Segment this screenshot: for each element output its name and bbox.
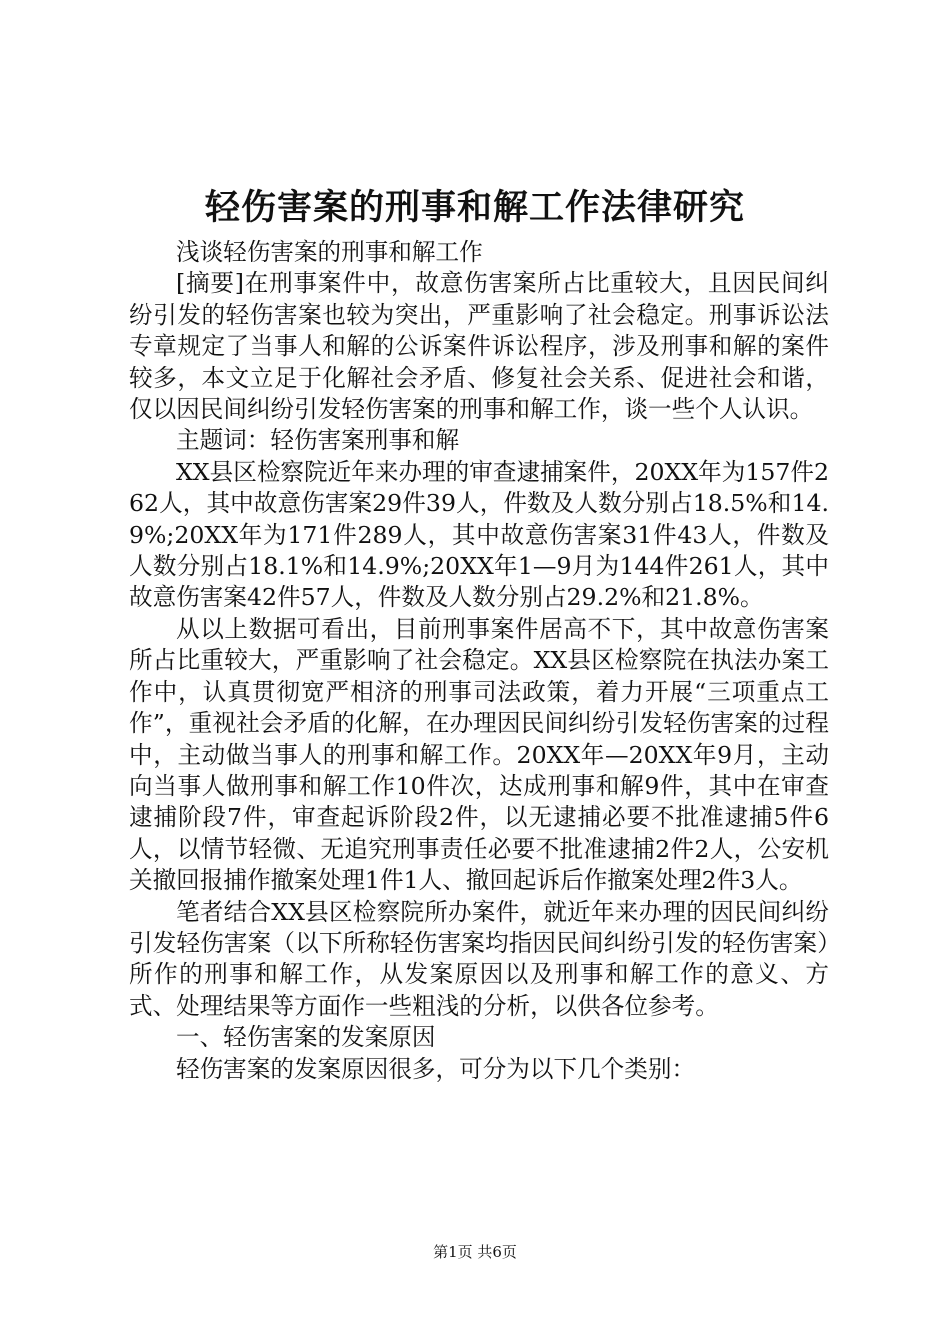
- section-heading: 一、轻伤害案的发案原因: [176, 1023, 436, 1052]
- purpose-paragraph: 笔者结合XX县区检察院所办案件，就近年来办理的因民间纠纷引发轻伤害案（以下所称轻伤害案均指因民间纠纷引发的轻伤害案）所作的刑事和解工作，从发案原因以及刑事和解工作的意义、方式、处理结果等方面作一些粗浅的分析，以供各位参考。: [129, 897, 829, 1020]
- document-title: 轻伤害案的刑事和解工作法律研究: [204, 187, 745, 228]
- subtitle-paragraph: 浅谈轻伤害案的刑事和解工作: [176, 238, 483, 266]
- analysis-paragraph: 从以上数据可看出，目前刑事案件居高不下，其中故意伤害案所占比重较大，严重影响了社会稳定。XX县区检察院在执法办案工作中，认真贯彻宽严相济的刑事司法政策，着力开展“三项重点工作”，重视社会矛盾的化解，在办理因民间纠纷引发轻伤害案的过程中，主动做当事人的刑事和解工作。20XX年—20XX年9月，主动向当事人做刑事和解工作10件次，达成刑事和解9件，其中在审查逮捕阶段7件，审查起诉阶段2件，以无逮捕必要不批准逮捕5件6人，以情节轻微、无追究刑事责任必要不批准逮捕2件2人，公安机关撤回报捕作撤案处理1件1人、撤回起诉后作撤案处理2件3人。: [129, 614, 829, 895]
- page-number-footer: 第1页 共6页: [433, 1243, 517, 1261]
- abstract-paragraph: [摘要]在刑事案件中，故意伤害案所占比重较大，且因民间纠纷引发的轻伤害案也较为突出，严重影响了社会稳定。刑事诉讼法专章规定了当事人和解的公诉案件诉讼程序，涉及刑事和解的案件较多，本文立足于化解社会矛盾、修复社会关系、促进社会和谐，仅以因民间纠纷引发轻伤害案的刑事和解工作，谈一些个人认识。: [129, 269, 829, 424]
- statistics-paragraph: XX县区检察院近年来办理的审查逮捕案件，20XX年为157件262人，其中故意伤害案29件39人，件数及人数分别占18.5%和14.9%;20XX年为171件289人，其中故意伤害案31件43人，件数及人数分别占18.1%和14.9%;20XX年1—9月为144件261人，其中故意伤害案42件57人，件数及人数分别占29.2%和21.8%。: [129, 457, 829, 612]
- section-intro-paragraph: 轻伤害案的发案原因很多，可分为以下几个类别：: [176, 1054, 696, 1083]
- keywords-paragraph: 主题词：轻伤害案刑事和解: [176, 426, 460, 455]
- document-body: [129, 237, 829, 1085]
